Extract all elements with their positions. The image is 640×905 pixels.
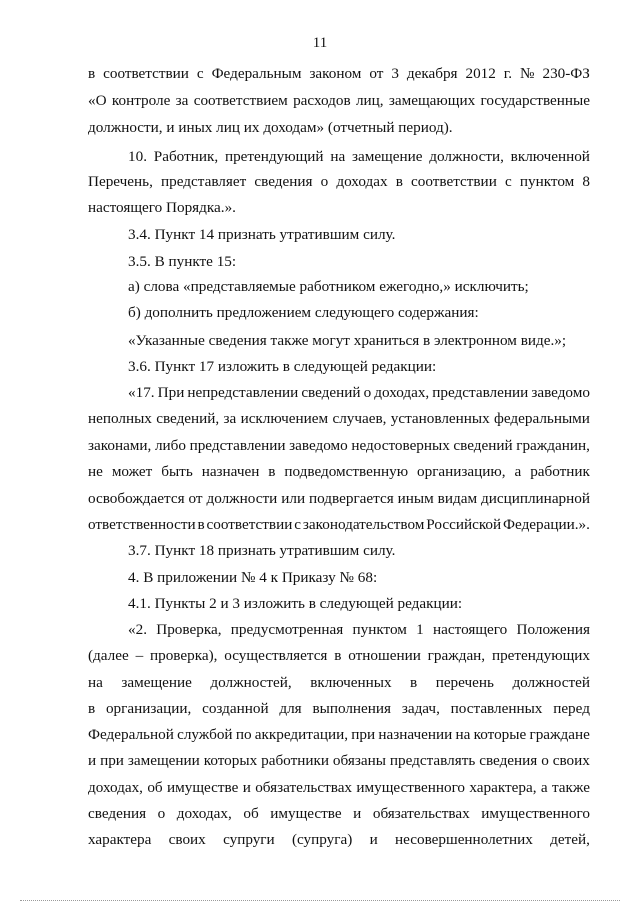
- word: и: [242, 779, 251, 796]
- text-line: 3.7. Пункт 18 признать утратившим силу.: [128, 542, 396, 559]
- word: должности: [206, 490, 278, 507]
- word: за: [175, 92, 189, 109]
- word: а: [514, 463, 522, 480]
- word: неполных: [88, 410, 152, 427]
- text-line: должности, и иных лиц их доходам» (отчетный период).: [88, 119, 453, 136]
- word: доходах,: [176, 805, 232, 822]
- word: законодательством: [302, 516, 425, 533]
- word: «2.: [128, 621, 147, 638]
- text-line: [88, 778, 590, 798]
- word: либо: [154, 437, 186, 454]
- word: и: [88, 752, 97, 769]
- word: сведения: [479, 752, 538, 769]
- text-line: [88, 91, 590, 111]
- word: в: [268, 463, 276, 480]
- word: с: [196, 65, 204, 82]
- word: для: [279, 700, 302, 717]
- word: быть: [161, 463, 193, 480]
- word: доходах,: [88, 779, 143, 796]
- word: может: [111, 463, 153, 480]
- word: сведений: [453, 437, 513, 454]
- word: работник: [530, 463, 590, 480]
- page-number: 11: [312, 35, 328, 51]
- word: Федерации.».: [503, 516, 590, 533]
- word: 10.: [128, 148, 147, 165]
- word: Федеральной: [88, 726, 174, 743]
- word: государственные: [480, 92, 590, 109]
- word: службой: [177, 726, 233, 743]
- word: непредставлении: [187, 384, 299, 401]
- word: на: [88, 674, 103, 691]
- text-line: [88, 409, 590, 429]
- text-line: 4.1. Пункты 2 и 3 изложить в следующей редакции:: [128, 595, 463, 612]
- word: предусмотренная: [230, 621, 344, 638]
- word: проверка),: [149, 647, 218, 664]
- word: доходах,: [374, 384, 430, 401]
- word: ответственности: [88, 516, 196, 533]
- word: назначении: [378, 726, 453, 743]
- word: соответствии: [103, 65, 189, 82]
- word: заведомо: [289, 437, 348, 454]
- word: случаев,: [332, 410, 387, 427]
- word: Перечень,: [88, 173, 153, 190]
- word: при: [100, 752, 124, 769]
- word: 230-ФЗ: [542, 65, 590, 82]
- text-line: [88, 673, 590, 693]
- word: «О: [88, 92, 107, 109]
- word: о: [320, 173, 329, 190]
- word: своих: [168, 831, 206, 848]
- word: и: [353, 805, 362, 822]
- word: обязательствах: [255, 779, 353, 796]
- word: осуществляется: [224, 647, 328, 664]
- word: включенной: [510, 148, 590, 165]
- text-line: б) дополнить предложением следующего содержания:: [128, 304, 479, 321]
- word: –: [135, 647, 144, 664]
- word: за: [223, 410, 237, 427]
- word: работники: [261, 752, 329, 769]
- word: заведомо: [531, 384, 590, 401]
- word: с: [504, 173, 512, 190]
- word: подведомственную: [284, 463, 409, 480]
- word: 2012: [465, 65, 496, 82]
- text-line: «Указанные сведения также могут храниться в электронном виде.»;: [128, 332, 567, 349]
- word: При: [157, 384, 185, 401]
- word: детей,: [550, 831, 590, 848]
- word: контроле: [111, 92, 171, 109]
- word: сведения: [88, 805, 147, 822]
- word: Проверка,: [156, 621, 222, 638]
- word: представлять: [389, 752, 476, 769]
- text-line: [88, 64, 590, 84]
- word: которых: [203, 752, 258, 769]
- word: (далее: [88, 647, 129, 664]
- word: настоящего: [433, 621, 508, 638]
- word: должностей,: [210, 674, 292, 691]
- word: отношении: [348, 647, 421, 664]
- word: при: [351, 726, 376, 743]
- word: пунктом: [352, 621, 407, 638]
- word: или: [281, 490, 306, 507]
- word: замещении: [127, 752, 200, 769]
- word: на: [455, 726, 471, 743]
- word: расходов: [293, 92, 351, 109]
- word: должностей: [512, 674, 590, 691]
- word: от: [188, 490, 203, 507]
- word: претендующий: [224, 148, 324, 165]
- word: обязаны: [332, 752, 386, 769]
- text-line: [88, 699, 590, 719]
- word: установленных: [390, 410, 490, 427]
- word: по: [235, 726, 252, 743]
- word: имуществе: [167, 779, 239, 796]
- word: перечень: [435, 674, 494, 691]
- word: в: [88, 65, 96, 82]
- word: декабря: [406, 65, 458, 82]
- word: замещение: [351, 148, 423, 165]
- text-line: [128, 383, 590, 403]
- word: организации,: [105, 700, 192, 717]
- text-line: 3.6. Пункт 17 изложить в следующей редакции:: [128, 358, 437, 375]
- word: о: [157, 805, 166, 822]
- text-line: 3.5. В пункте 15:: [128, 253, 237, 270]
- word: на: [330, 148, 346, 165]
- word: сведений,: [156, 410, 220, 427]
- text-line: 4. В приложении № 4 к Приказу № 68:: [128, 569, 378, 586]
- text-line: [88, 830, 590, 850]
- text-line: [88, 725, 590, 745]
- text-line: [88, 436, 590, 456]
- word: о: [363, 384, 372, 401]
- word: поставленных: [450, 700, 543, 717]
- text-line: [88, 489, 590, 509]
- word: в: [410, 674, 418, 691]
- text-line: настоящего Порядка.».: [88, 199, 236, 216]
- word: (супруга): [291, 831, 353, 848]
- word: пунктом: [519, 173, 575, 190]
- word: представлении: [432, 384, 529, 401]
- text-line: а) слова «представляемые работником ежегодно,» исключить;: [128, 278, 529, 295]
- word: граждан,: [427, 647, 486, 664]
- word: включенных: [310, 674, 392, 691]
- word: также: [551, 779, 590, 796]
- word: не: [88, 463, 103, 480]
- word: граждане: [529, 726, 590, 743]
- text-line: [88, 751, 590, 771]
- word: законами,: [88, 437, 152, 454]
- word: освобождается: [88, 490, 185, 507]
- word: Российской: [426, 516, 502, 533]
- word: соответствии: [411, 173, 497, 190]
- word: законом: [309, 65, 362, 82]
- word: имуществе: [270, 805, 342, 822]
- text-line: [88, 804, 590, 824]
- word: об: [243, 805, 259, 822]
- word: иным: [397, 490, 434, 507]
- word: в: [197, 516, 205, 533]
- word: которые: [473, 726, 527, 743]
- word: в: [395, 173, 403, 190]
- word: лиц,: [355, 92, 384, 109]
- word: доходах: [336, 173, 388, 190]
- word: от: [369, 65, 384, 82]
- page-bottom-edge: [20, 900, 620, 902]
- word: созданной: [202, 700, 269, 717]
- text-line: [128, 147, 590, 167]
- word: гражданин,: [516, 437, 590, 454]
- text-line: [128, 620, 590, 640]
- word: о: [541, 752, 549, 769]
- word: г.: [503, 65, 513, 82]
- word: обязательствах: [372, 805, 470, 822]
- word: 8: [582, 173, 590, 190]
- word: в: [88, 700, 96, 717]
- word: в: [334, 647, 342, 664]
- text-line: [88, 515, 590, 535]
- word: и: [369, 831, 378, 848]
- word: замещающих: [388, 92, 476, 109]
- word: своих: [552, 752, 590, 769]
- word: назначен: [201, 463, 260, 480]
- word: 3: [391, 65, 399, 82]
- word: замещение: [121, 674, 192, 691]
- text-line: [88, 462, 590, 482]
- word: сведения: [254, 173, 313, 190]
- word: супруги: [223, 831, 275, 848]
- word: сведений: [301, 384, 361, 401]
- word: имущественного: [481, 805, 590, 822]
- word: 1: [416, 621, 424, 638]
- word: претендующих: [491, 647, 590, 664]
- word: №: [520, 65, 535, 82]
- word: федеральными: [494, 410, 590, 427]
- word: представлении: [189, 437, 286, 454]
- text-line: [88, 646, 590, 666]
- word: перед: [553, 700, 590, 717]
- word: задач,: [401, 700, 440, 717]
- word: «17.: [128, 384, 155, 401]
- word: об: [147, 779, 163, 796]
- word: характера: [88, 831, 152, 848]
- word: несовершеннолетних: [395, 831, 533, 848]
- word: выполнения: [312, 700, 392, 717]
- word: аккредитации,: [254, 726, 349, 743]
- word: с: [294, 516, 301, 533]
- word: организацию,: [417, 463, 506, 480]
- word: характера,: [469, 779, 537, 796]
- word: представляет: [161, 173, 247, 190]
- word: исключением: [240, 410, 329, 427]
- word: дисциплинарной: [481, 490, 590, 507]
- word: Положения: [516, 621, 590, 638]
- word: Федеральным: [211, 65, 302, 82]
- word: недостоверных: [351, 437, 450, 454]
- word: Работник,: [153, 148, 219, 165]
- word: соответствием: [193, 92, 288, 109]
- text-line: [88, 172, 590, 192]
- word: имущественного: [356, 779, 466, 796]
- word: должности,: [429, 148, 504, 165]
- word: соответствии: [206, 516, 293, 533]
- text-line: 3.4. Пункт 14 признать утратившим силу.: [128, 226, 396, 243]
- word: видам: [437, 490, 478, 507]
- word: подвергается: [309, 490, 394, 507]
- word: а: [540, 779, 548, 796]
